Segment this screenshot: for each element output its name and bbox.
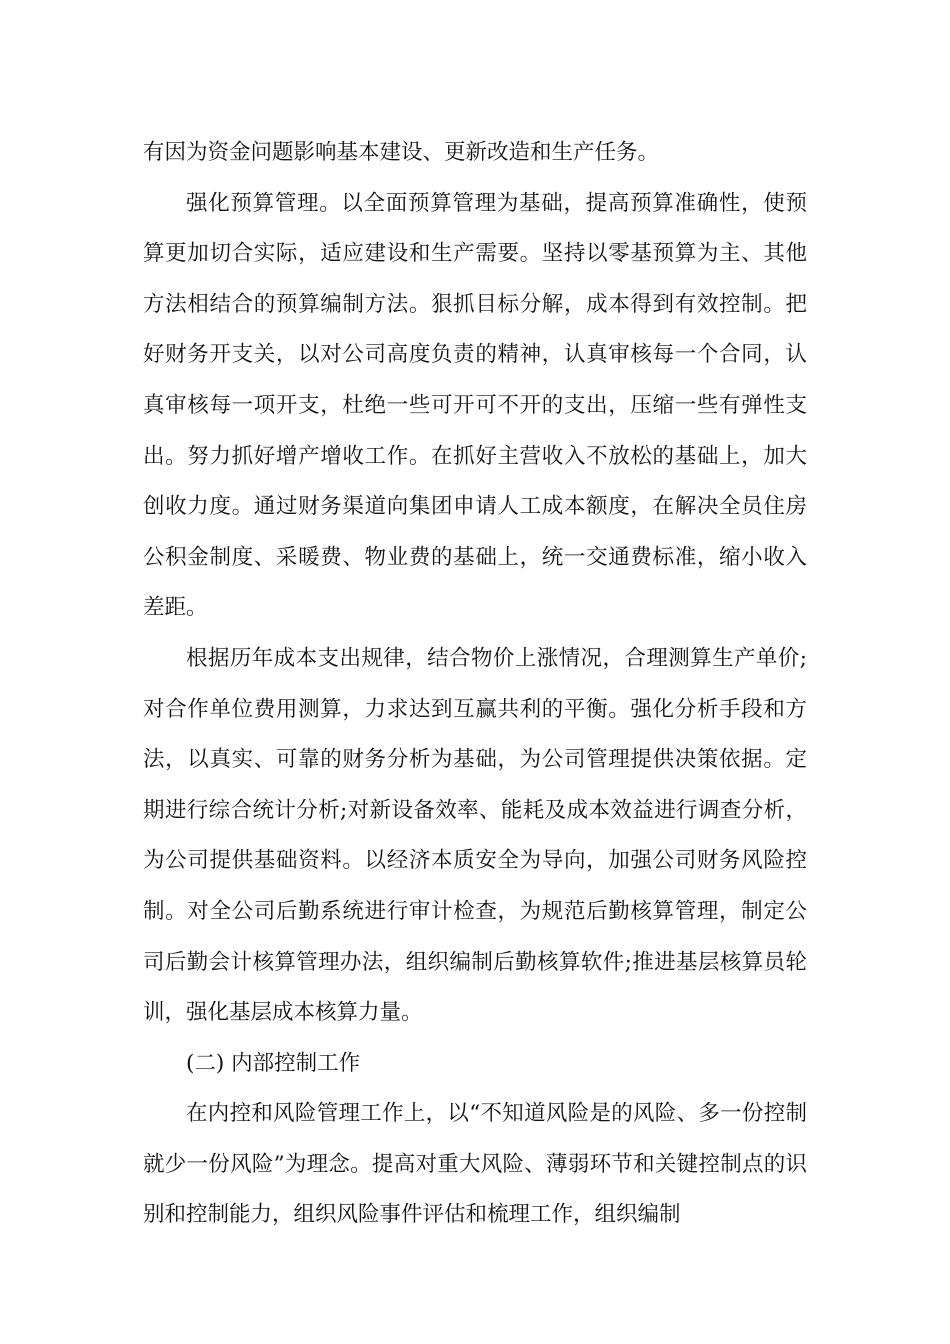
- section-heading-internal-control: (二) 内部控制工作: [186, 1050, 361, 1076]
- paragraph-risk-management: 在内控和风险管理工作上，以“不知道风险是的风险、多一份控制就少一份风险”为理念。提高对重大风险、薄弱环节和关键控制点的识别和控制能力，组织风险事件评估和梳理工作，组织编制: [143, 1101, 807, 1228]
- paragraph-continuation: 有因为资金问题影响基本建设、更新改造和生产任务。: [143, 140, 660, 165]
- document-body: [143, 128, 807, 1241]
- paragraph-cost-analysis: 根据历年成本支出规律，结合物价上涨情况，合理测算生产单价;对合作单位费用测算，力求达到互赢共利的平衡。强化分析手段和方法，以真实、可靠的财务分析为基础，为公司管理提供决策依据。定期进行综合统计分析;对新设备效率、能耗及成本效益进行调查分析，为公司提供基础资料。以经济本质安全为导向，加强公司财务风险控制。对全公司后勤系统进行审计检查，为规范后勤核算管理，制定公司后勤会计核算管理办法，组织编制后勤核算软件;推进基层核算员轮训，强化基层成本核算力量。: [143, 645, 807, 1026]
- paragraph-budget-management: 强化预算管理。以全面预算管理为基础，提高预算准确性，使预算更加切合实际，适应建设和生产需要。坚持以零基预算为主、其他方法相结合的预算编制方法。狠抓目标分解，成本得到有效控制。把好财务开支关，以对公司高度负责的精神，认真审核每一个合同，认真审核每一项开支，杜绝一些可开可不开的支出，压缩一些有弹性支出。努力抓好增产增收工作。在抓好主营收入不放松的基础上，加大创收力度。通过财务渠道向集团申请人工成本额度，在解决全员住房公积金制度、采暖费、物业费的基础上，统一交通费标准，缩小收入差距。: [143, 190, 807, 621]
